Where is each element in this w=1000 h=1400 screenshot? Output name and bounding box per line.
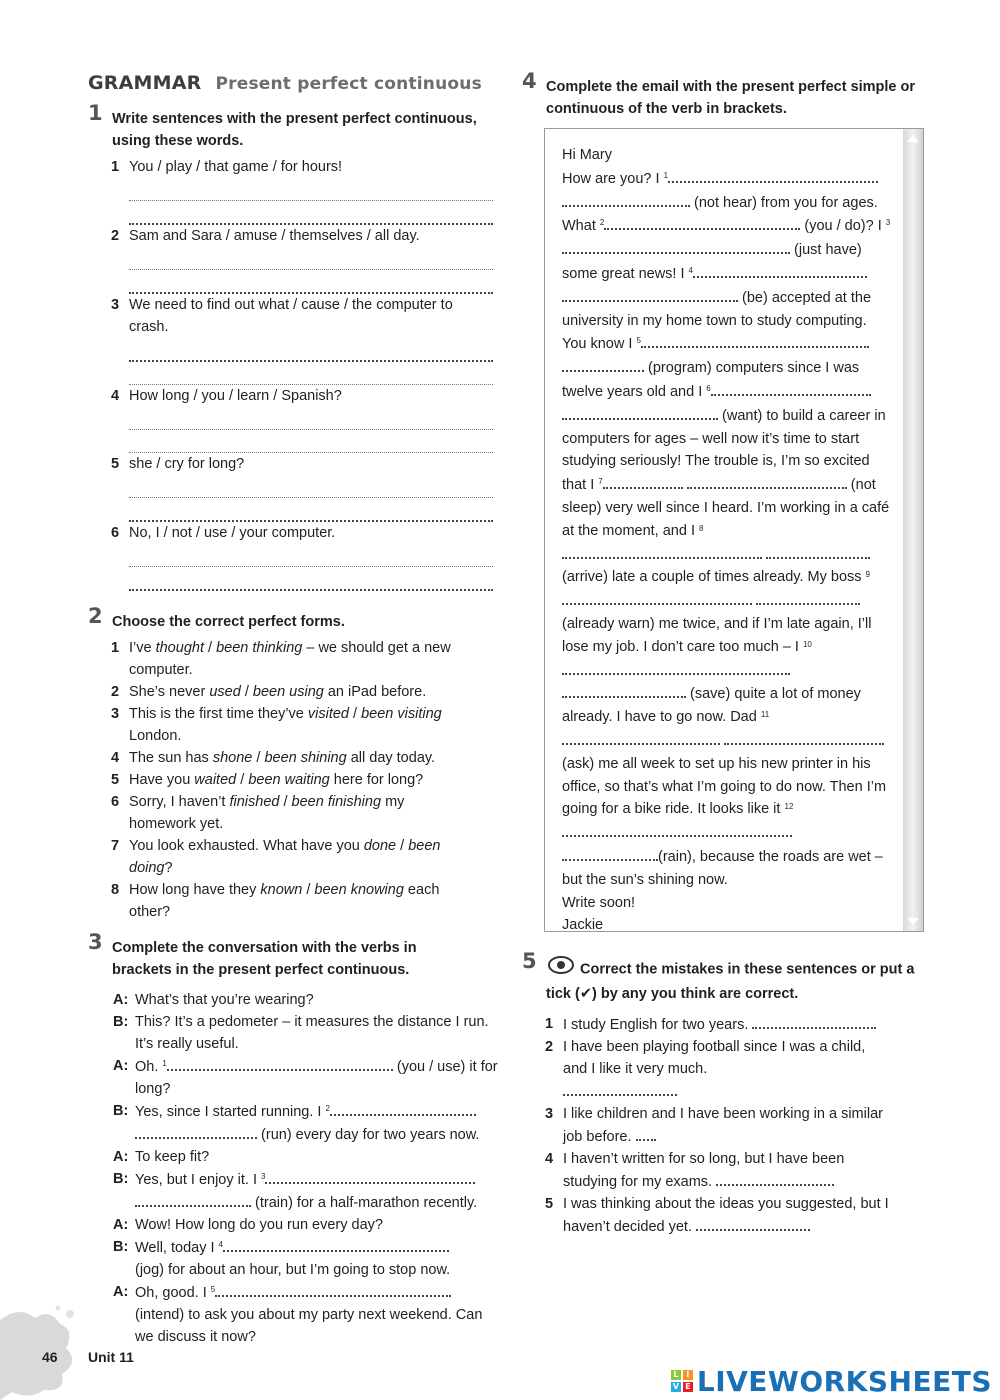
email-blank-1[interactable] — [668, 167, 878, 183]
email-greeting: Hi Mary — [562, 147, 612, 163]
conversation-line: A: What’s that you’re wearing? — [113, 992, 314, 1008]
conversation-line: B: This? It’s a pedometer – it measures the distance I run. It’s really useful. — [113, 1014, 489, 1052]
conversation-line: A: Oh. $^1$ (you / use) it for long? — [88, 1055, 498, 1100]
ex1-item: 2 Sam and Sara / amuse / themselves / all day. — [111, 228, 420, 244]
ex5-item: 4 I haven’t written for so long, but I have been studying for my exams. — [545, 1151, 845, 1190]
email-blank-6[interactable] — [711, 380, 871, 396]
email-blank-6b[interactable] — [562, 404, 718, 420]
liveworksheets-logo — [671, 1366, 992, 1396]
exercise-2-items — [88, 637, 468, 923]
option-b[interactable]: been finishing — [291, 794, 382, 810]
ex2-item: 5 Have you waited / been waiting here for long? — [111, 772, 424, 788]
answer-blank[interactable] — [167, 1055, 393, 1071]
answer-blank[interactable] — [135, 1191, 251, 1207]
option-b[interactable]: been shining — [264, 750, 347, 766]
ex1-item: 5 she / cry for long? — [111, 456, 245, 472]
option-b[interactable]: been visiting — [361, 706, 442, 722]
ex2-item: 4 The sun has shone / been shining all day today. — [111, 750, 436, 766]
email-blank-12[interactable] — [562, 821, 792, 837]
email-blank-12b[interactable] — [562, 845, 658, 861]
option-a[interactable]: shone — [212, 750, 253, 766]
exercise-number: 2 — [88, 604, 103, 628]
option-a[interactable]: done — [363, 838, 397, 854]
ex5-item: 5 I was thinking about the ideas you suggested, but I haven’t decided yet. — [545, 1196, 889, 1235]
scroll-up-icon[interactable] — [907, 135, 919, 142]
exercise-1-instruction: 1 Write sentences with the present perfect continuous, using these words. — [88, 101, 477, 149]
ex2-item: 3 This is the first time they’ve visited / been visiting London. — [111, 706, 442, 744]
exercise-number: 4 — [522, 69, 537, 93]
exercise-number: 1 — [88, 101, 103, 125]
answer-blank[interactable] — [696, 1215, 810, 1231]
answer-blank[interactable] — [716, 1170, 834, 1186]
email-blank-8[interactable] — [562, 543, 762, 559]
email-scrollbar[interactable] — [903, 129, 923, 931]
ex2-item: 6 Sorry, I haven’t finished / been finishing my homework yet. — [111, 794, 405, 832]
ex5-item: 3 I like children and I have been working in a similar job before. — [545, 1106, 883, 1145]
answer-line[interactable] — [129, 430, 493, 453]
ex5-item: 2 I have been playing football since I was a child, and I like it very much. — [522, 1036, 892, 1103]
exercise-5-items — [522, 1013, 892, 1238]
answer-line[interactable] — [129, 270, 493, 294]
email-blank-1b[interactable] — [562, 191, 690, 207]
answer-line[interactable] — [129, 247, 493, 270]
email-blank-10b[interactable] — [562, 682, 686, 698]
email-blank-4b[interactable] — [562, 286, 738, 302]
answer-blank[interactable] — [215, 1281, 451, 1297]
exercise-5 — [522, 949, 926, 1238]
ex2-item: 2 She’s never used / been using an iPad before. — [111, 684, 427, 700]
conversation-line: A: Oh, good. I $^5$ (intend) to ask you about my party next weekend. Can we discuss it now? — [88, 1281, 498, 1348]
answer-blank[interactable] — [223, 1236, 449, 1252]
email-blank-8b[interactable] — [766, 543, 870, 559]
answer-blank[interactable] — [752, 1013, 876, 1029]
answer-line[interactable] — [129, 338, 493, 362]
exercise-4-instruction: 4 Complete the email with the present perfect simple or continuous of the verb in brackets. — [522, 69, 916, 117]
answer-blank[interactable] — [265, 1168, 475, 1184]
email-text — [562, 144, 892, 937]
email-body: How are you? I $^1$ (not hear) from you for ages. What $^2$ (you / do)? I $^3$ (just have) some great news! I $^4$ (be) accepted at the university in my home town to study computing. You know I $^5$ (program) computers since I was twelve years old and I $^6$ (want) to build a career in computers for ages – well now it’s time to start studying seriously! The trouble is, I’m so excited that I $^7$ (not sleep) very well since I heard. I’m working in a café at the moment, and I $^8$ (arrive) late a couple of times already. My boss $^9$ (already warn) me twice, and if I’m late again, I’ll lose my job. I don’t care too much – I $^{10}$ (save) quite a lot of money already. I have to go now. Dad $^{11}$ (ask) me all week to set up his new printer in his office, so that’s what I’m going to do now. Then I’m going for a bike ride. It looks like it $^{12}$ (rain), because the roads are wet – but the sun’s shining now. — [562, 167, 892, 892]
email-blank-10[interactable] — [562, 659, 790, 675]
ex2-item: 8 How long have they known / been knowing each other? — [111, 882, 440, 920]
email-blank-5b[interactable] — [562, 356, 644, 372]
answer-line[interactable] — [129, 544, 493, 567]
scroll-down-icon[interactable] — [907, 918, 919, 925]
option-a[interactable]: known — [260, 882, 303, 898]
grammar-topic: Present perfect continuous — [215, 74, 482, 94]
conversation-line: B: Yes, since I started running. I $^2$ (run) every day for two years now. — [88, 1100, 498, 1146]
option-b[interactable]: been knowing — [314, 882, 404, 898]
email-blank-7[interactable] — [603, 473, 683, 489]
answer-line[interactable] — [129, 362, 493, 385]
email-blank-11b[interactable] — [724, 729, 884, 745]
ex1-item: 3 We need to find out what / cause / the computer to crash. — [111, 297, 453, 335]
email-blank-5[interactable] — [641, 332, 869, 348]
answer-blank[interactable] — [135, 1123, 257, 1139]
option-a[interactable]: finished — [229, 794, 280, 810]
exercise-5-instruction: 5 Correct the mistakes in these sentences or put a tick (✔) by any you think are correct. — [522, 949, 915, 1002]
ex1-item: 6 No, I / not / use / your computer. — [111, 525, 336, 541]
exercise-2-instruction: 2 Choose the correct perfect forms. — [88, 604, 345, 630]
email-blank-7b[interactable] — [687, 473, 847, 489]
option-a[interactable]: used — [209, 684, 241, 700]
email-blank-11[interactable] — [562, 729, 720, 745]
eye-icon — [548, 956, 574, 981]
ex2-item: 1 I’ve thought / been thinking – we should get a new computer. — [111, 640, 451, 678]
left-column — [88, 72, 496, 1348]
email-blank-9[interactable] — [562, 589, 752, 605]
answer-blank[interactable] — [636, 1125, 656, 1141]
answer-blank[interactable] — [563, 1080, 677, 1096]
right-column — [522, 69, 926, 120]
exercise-3-instruction: 3 Complete the conversation with the verbs in brackets in the present perfect continuous. — [88, 930, 417, 978]
ex1-item: 4 How long / you / learn / Spanish? — [111, 388, 342, 404]
liveworksheets-text: LIVEWORKSHEETS — [696, 1364, 992, 1398]
answer-line[interactable] — [129, 475, 493, 498]
email-blank-3[interactable] — [562, 238, 790, 254]
ex1-item: 1 You / play / that game / for hours! — [111, 159, 343, 175]
answer-line[interactable] — [129, 407, 493, 430]
conversation-line: B: Yes, but I enjoy it. I $^3$ (train) for a half-marathon recently. — [88, 1168, 498, 1214]
ex2-item: 7 You look exhausted. What have you done / been doing? — [111, 838, 441, 876]
unit-label: Unit 11 — [88, 1349, 134, 1365]
option-b[interactable]: been using — [252, 684, 324, 700]
page-number: 46 — [42, 1349, 58, 1365]
answer-line[interactable] — [129, 178, 493, 201]
exercise-3-conversation — [88, 989, 498, 1348]
liveworksheets-icon: L I V E — [671, 1370, 693, 1392]
answer-line[interactable] — [129, 567, 493, 591]
option-a[interactable]: thought — [155, 640, 204, 656]
answer-line[interactable] — [129, 498, 493, 522]
grammar-label: GRAMMAR — [88, 72, 202, 94]
conversation-line: A: Wow! How long do you run every day? — [113, 1217, 383, 1233]
answer-blank[interactable] — [330, 1100, 476, 1116]
conversation-line: A: To keep fit? — [113, 1149, 210, 1165]
option-b[interactable]: been doing — [129, 838, 441, 876]
email-signoff: Write soon! — [562, 894, 636, 911]
exercise-number: 3 — [88, 930, 103, 954]
email-name: Jackie — [562, 917, 604, 934]
option-a[interactable]: visited — [307, 706, 349, 722]
exercise-number: 5 — [522, 949, 537, 973]
email-blank-2[interactable] — [604, 214, 800, 230]
email-blank-4[interactable] — [693, 262, 867, 278]
option-b[interactable]: been waiting — [248, 772, 330, 788]
conversation-line: B: Well, today I $^4$ (jog) for about an hour, but I’m going to stop now. — [88, 1236, 498, 1281]
option-a[interactable]: waited — [194, 772, 237, 788]
exercise-1-items — [88, 156, 496, 591]
paint-splash-decoration — [0, 1300, 80, 1400]
option-b[interactable]: been thinking — [216, 640, 303, 656]
answer-line[interactable] — [129, 201, 493, 225]
email-blank-9b[interactable] — [756, 589, 860, 605]
section-title — [88, 72, 496, 94]
ex5-item: 1 I study English for two years. — [522, 1013, 892, 1036]
